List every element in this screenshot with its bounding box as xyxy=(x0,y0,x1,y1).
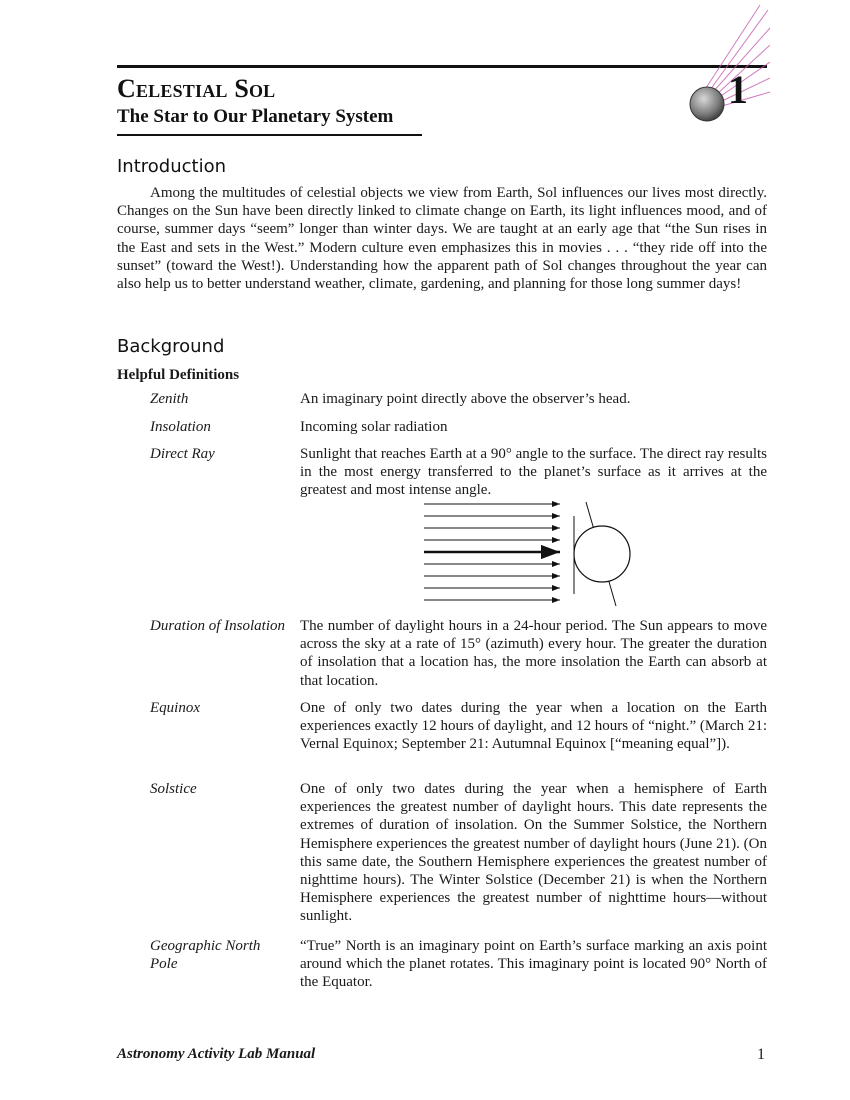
comet-icon xyxy=(680,0,770,130)
definition-text-direct-ray: Sunlight that reaches Earth at a 90° angle to the surface. The direct ray results in the most energy transferred to the planet’s surface as it arrives at the greatest and most intense angle. xyxy=(300,446,767,499)
definition-text-insolation: Incoming solar radiation xyxy=(300,419,448,435)
definition-text-duration-of-insolation: The number of daylight hours in a 24-hour period. The Sun appears to move across the sky at a rate of 15° (azimuth) every hour. The greater the duration of insolation that a location has, the more insolation the Earth can absorb at that location. xyxy=(300,618,767,689)
chapter-title: Celestial Sol xyxy=(117,74,276,103)
header-rule-bottom xyxy=(117,134,422,136)
introduction-paragraph: Among the multitudes of celestial objects we view from Earth, Sol influences our lives most directly. Changes on the Sun have been directly linked to climate change on Earth, its light influences mood, and of course, summer days “seem” longer than winter days. We are taught at an early age that “the Sun rises in the East and sets in the West.” Modern culture even emphasizes this in movies . . . “they ride off into the sunset” (toward the West!). Understanding how the apparent path of Sol changes throughout the year can also help us to better understand weather, climate, gardening, and planning for those long summer days! xyxy=(117,185,767,293)
definition-text-equinox: One of only two dates during the year when a location on the Earth experiences exactly 12 hours of daylight, and 12 hours of “night.” (March 21: Vernal Equinox; September 21: Autumnal Equinox [“meaning equal”]). xyxy=(300,700,767,753)
definition-text-zenith: An imaginary point directly above the observer’s head. xyxy=(300,391,631,407)
introduction-heading: Introduction xyxy=(117,156,227,177)
definition-text-solstice: One of only two dates during the year when a hemisphere of Earth experiences the greatest number of daylight hours. This date represents the extremes of duration of insolation. On the Summer Solstice, the Northern Hemisphere experiences the greatest number of daylight hours (June 21). (On this same date, the Southern Hemisphere experiences the greatest number of nighttime hours). The Winter Solstice (December 21) is when the Northern Hemisphere experiences the greatest number of nighttime hours—without sunlight. xyxy=(300,781,767,925)
chapter-number: 1 xyxy=(728,67,748,112)
definition-term-duration-of-insolation: Duration of Insolation xyxy=(150,618,286,634)
footer-page-number: 1 xyxy=(757,1046,765,1063)
background-heading: Background xyxy=(117,336,225,357)
definition-term-zenith: Zenith xyxy=(150,391,189,407)
definition-text-geographic-north-pole: “True” North is an imaginary point on Earth’s surface marking an axis point around which the planet rotates. This imaginary point is located 90° North of the Equator. xyxy=(300,938,767,991)
helpful-definitions-heading: Helpful Definitions xyxy=(117,367,240,383)
footer-book-title: Astronomy Activity Lab Manual xyxy=(117,1046,316,1062)
definition-term-insolation: Insolation xyxy=(150,419,211,435)
earth-globe xyxy=(574,526,630,582)
definition-term-direct-ray: Direct Ray xyxy=(150,446,215,462)
direct-ray-diagram xyxy=(420,498,640,608)
definition-term-geographic-north-pole: Geographic North Pole xyxy=(150,938,261,973)
definition-term-solstice: Solstice xyxy=(150,781,197,797)
header-rule-top xyxy=(117,65,767,68)
definition-term-equinox: Equinox xyxy=(150,700,200,716)
chapter-subtitle: The Star to Our Planetary System xyxy=(117,106,394,127)
